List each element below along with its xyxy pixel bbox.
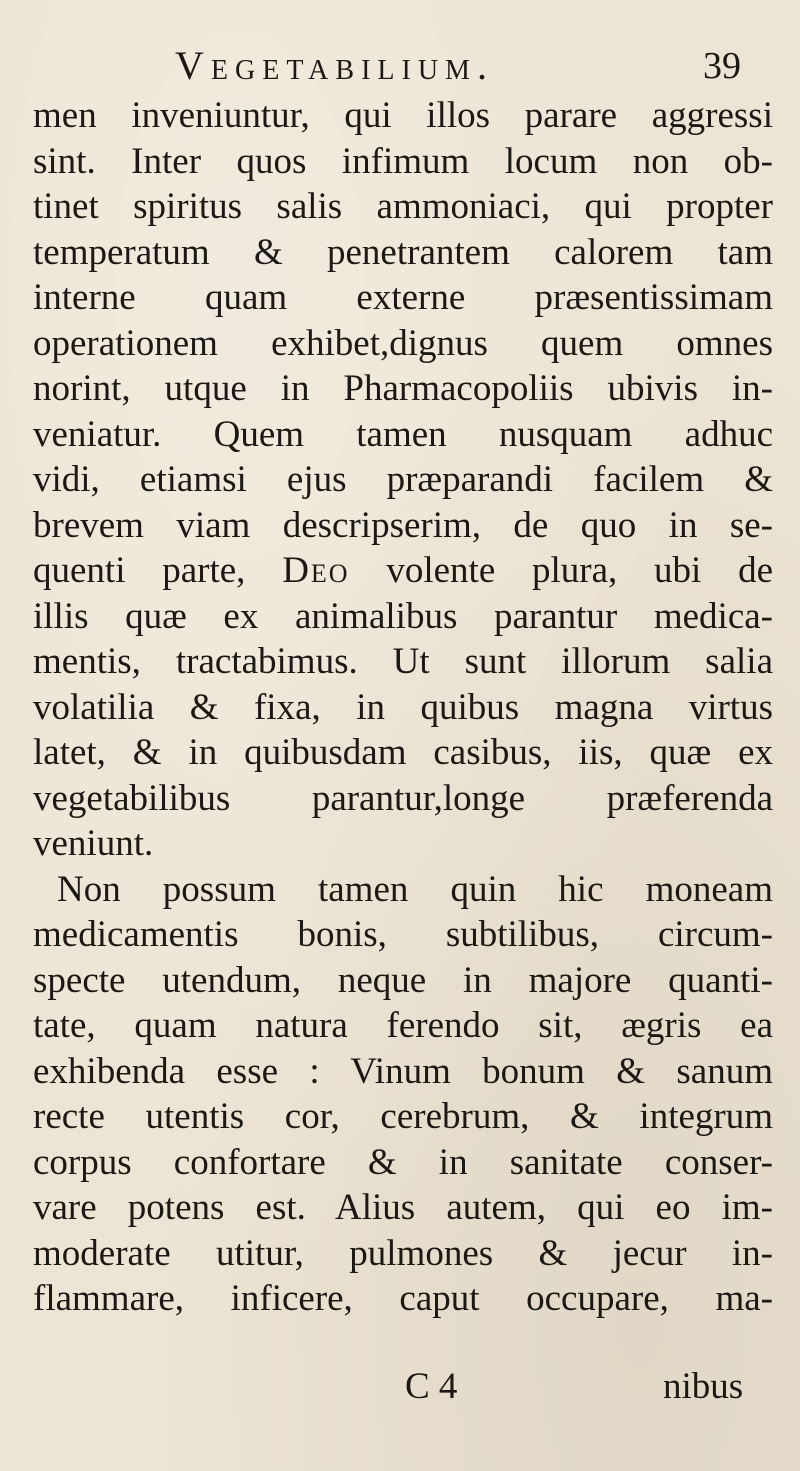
text-line: specte utendum, neque in majore quanti- [33, 959, 773, 1001]
text-line: flammare, inficere, caput occupare, ma- [33, 1278, 773, 1319]
text-span: quenti parte, [33, 550, 246, 591]
page-footer [0, 1364, 800, 1410]
text-line: temperatum & penetrantem calorem tam [33, 231, 773, 273]
catchword: nibus [663, 1366, 744, 1407]
paragraph-first-line: Non possum tamen quin hic moneam [57, 868, 773, 910]
signature-mark: C 4 [405, 1366, 458, 1407]
text-line: vegetabilibus parantur,longe præferenda [33, 777, 773, 819]
text-line: volatilia & fixa, in quibus magna virtus [33, 686, 773, 728]
text-line: mentis, tractabimus. Ut sunt illorum salia [33, 641, 773, 682]
text-line: recte utentis cor, cerebrum, & integrum [33, 1096, 773, 1137]
text-line: latet, & in quibusdam casibus, iis, quæ ex [33, 732, 773, 773]
page-header [0, 38, 800, 94]
text-line: vidi, etiamsi ejus præparandi facilem & [33, 459, 773, 500]
text-line: veniunt. [33, 823, 154, 864]
text-line: tinet spiritus salis ammoniaci, qui propter [33, 186, 773, 227]
text-line: vare potens est. Alius autem, qui eo im- [33, 1187, 773, 1228]
text-line: exhibenda esse : Vinum bonum & sanum [33, 1050, 773, 1092]
text-line: interne quam externe præsentissimam [33, 277, 773, 318]
text-line: sint. Inter quos infimum locum non ob- [33, 140, 773, 182]
text-line: operationem exhibet,dignus quem omnes [33, 322, 773, 364]
page-number: 39 [703, 45, 741, 87]
text-line: norint, utque in Pharmacopoliis ubivis in- [33, 368, 773, 409]
text-line: medicamentis bonis, subtilibus, circum- [33, 914, 773, 955]
text-line: illis quæ ex animalibus parantur medica- [33, 595, 773, 637]
text-line: moderate utitur, pulmones & jecur in- [33, 1232, 773, 1274]
body-text [33, 93, 773, 1322]
small-caps-word: Deo [282, 550, 350, 591]
text-line: tate, quam natura ferendo sit, ægris ea [33, 1005, 773, 1046]
text-line: brevem viam descripserim, de quo in se- [33, 504, 773, 546]
text-line: men inveniuntur, qui illos parare aggressi [33, 95, 773, 136]
text-span: volente plura, ubi de [386, 550, 774, 591]
text-line: veniatur. Quem tamen nusquam adhuc [33, 413, 773, 455]
text-line: corpus confortare & in sanitate conser- [33, 1141, 773, 1183]
text-line [33, 548, 773, 594]
running-head: Vegetabilium. [175, 43, 494, 88]
